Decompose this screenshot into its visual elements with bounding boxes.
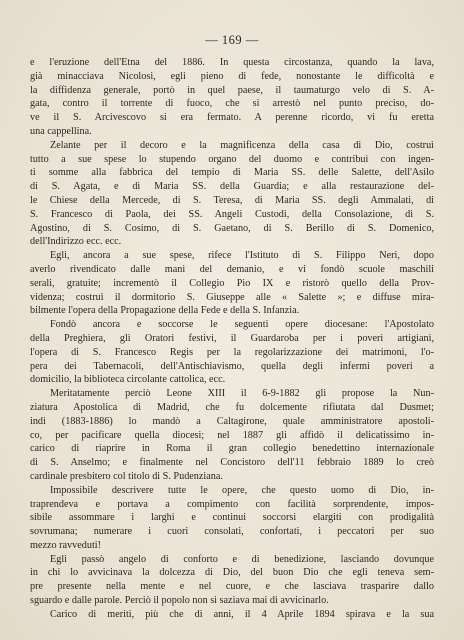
text-line: una cappellina.	[30, 125, 92, 137]
text-line: carico di riaprire in Roma il gran collegio benedettino internazionale	[30, 443, 434, 455]
text-line: traprendeva e portava a compimento con facilità sorprendente, impos-	[30, 498, 434, 510]
text-line: indi (1883-1886) lo mandò a Caltagirone, quale amministratore apostoli-	[30, 415, 434, 427]
text-line: l'opera di S. Francesco Regis per la regolarizzazione dei matrimoni, l'o-	[30, 346, 434, 358]
text-line: la diffidenza generale, portò in quel paese, il taumaturgo velo di S. A-	[30, 84, 434, 96]
text-line: bilmente l'opera della Propagazione della Fede e della S. Infanzia.	[30, 305, 300, 317]
text-line: Agostino, di S. Cosimo, di S. Gaetano, di S. Berillo di S. Domenico,	[30, 222, 434, 234]
text-line: S. Francesco di Paola, dei SS. Angeli Custodi, della Consolazione, di S.	[30, 208, 434, 220]
body-text	[30, 56, 434, 622]
page-number: — 169 —	[205, 33, 259, 47]
text-line: Egli, ancora a sue spese, rifece l'Istituto di S. Filippo Neri, dopo	[50, 250, 434, 262]
text-line: Impossibile descrivere tutte le opere, che questo uomo di Dio, in-	[50, 484, 434, 496]
text-line: sibile assommare i larghi e continui soccorsi elargiti con prodigalità	[30, 512, 434, 524]
text-line: le Chiese della Mercede, di S. Teresa, di Maria SS. degli Ammalati, di	[30, 194, 434, 206]
text-line: serali, gratuite; incrementò il Collegio Pio IX e ristorò quello della Prov-	[30, 277, 434, 289]
text-line: mezzo ravveduti!	[30, 539, 101, 551]
text-line: videnza; costruì il dormitorio S. Giuseppe alle « Salette »; e diffuse mira-	[30, 291, 434, 303]
text-line: sguardo e dalle parole. Perciò il popolo non si saziava mai di avvicinarlo.	[30, 595, 329, 607]
text-line: averlo rivendicato dalle mani del demanio, e vi fondò scuole maschili	[30, 263, 434, 275]
text-line: sovrumana; numerare i cuori consolati, confortati, i peccatori per suo	[30, 526, 434, 538]
text-line: ti somme alla fabbrica del tempio di Maria SS. delle Salette, dell'Asilo	[30, 167, 434, 179]
text-line: Egli passò angelo di conforto e di benedizione, lasciando dovunque	[50, 553, 434, 565]
text-line: pre presente nella mente e nel cuore, e che lasciava trasparire dallo	[30, 581, 434, 593]
text-line: e l'eruzione dell'Etna del 1886. In questa circostanza, quando la lava,	[30, 57, 434, 68]
text-line: Meritatamente perciò Leone XIII il 6-9-1882 gli propose la Nun-	[50, 388, 434, 400]
text-line: gata, contro il torrente di fuoco, che si arrestò nel punto preciso, do-	[30, 98, 434, 110]
text-line: ve il S. Arcivescovo si era fermato. A perenne ricordo, vi fu eretta	[30, 112, 434, 124]
text-line: già minacciava Nicolosi, egli pieno di fede, nonostante le difficoltà e	[30, 70, 434, 82]
text-line: domicilio, la biblioteca circolante cattolica, ecc.	[30, 374, 226, 386]
text-line: cardinale presbitero col titolo di S. Pudenziana.	[30, 470, 223, 482]
text-line: co, per pacificare quella diocesi; nel 1887 gli affidò il delicatissimo in-	[30, 429, 434, 441]
text-line: di S. Anselmo; e finalmente nel Concistoro dell'11 febbraio 1889 lo creò	[30, 457, 434, 469]
text-line: Zelante per il decoro e la magnificenza della casa di Dio, costruì	[50, 139, 434, 151]
text-line: tutto a sue spese lo stupendo organo del duomo e contribuì con ingen-	[30, 153, 434, 165]
text-line: Carico di meriti, più che di anni, il 4 Aprile 1894 spirava e la sua	[50, 608, 434, 620]
text-line: Fondò ancora e soccorse le seguenti opere diocesane: l'Apostolato	[50, 319, 434, 331]
text-line: ziatura Apostolica di Madrid, che fu dolcemente rifiutata dal Dusmet;	[30, 401, 434, 413]
text-line: dell'Indirizzo ecc. ecc.	[30, 236, 122, 248]
text-line: della Preghiera, gli Oratori festivi, il Guardaroba per i poveri artigiani,	[30, 332, 434, 344]
text-line: in chi lo avvicinava la dolcezza di Dio, del buon Dio che egli teneva sem-	[30, 567, 434, 579]
text-line: di S. Agata, e di Maria SS. della Guardia; e alla restaurazione del-	[30, 181, 434, 193]
text-line: pera dei Tabernacoli, dell'Antischiavismo, quella degli infermi poveri a	[30, 360, 434, 372]
